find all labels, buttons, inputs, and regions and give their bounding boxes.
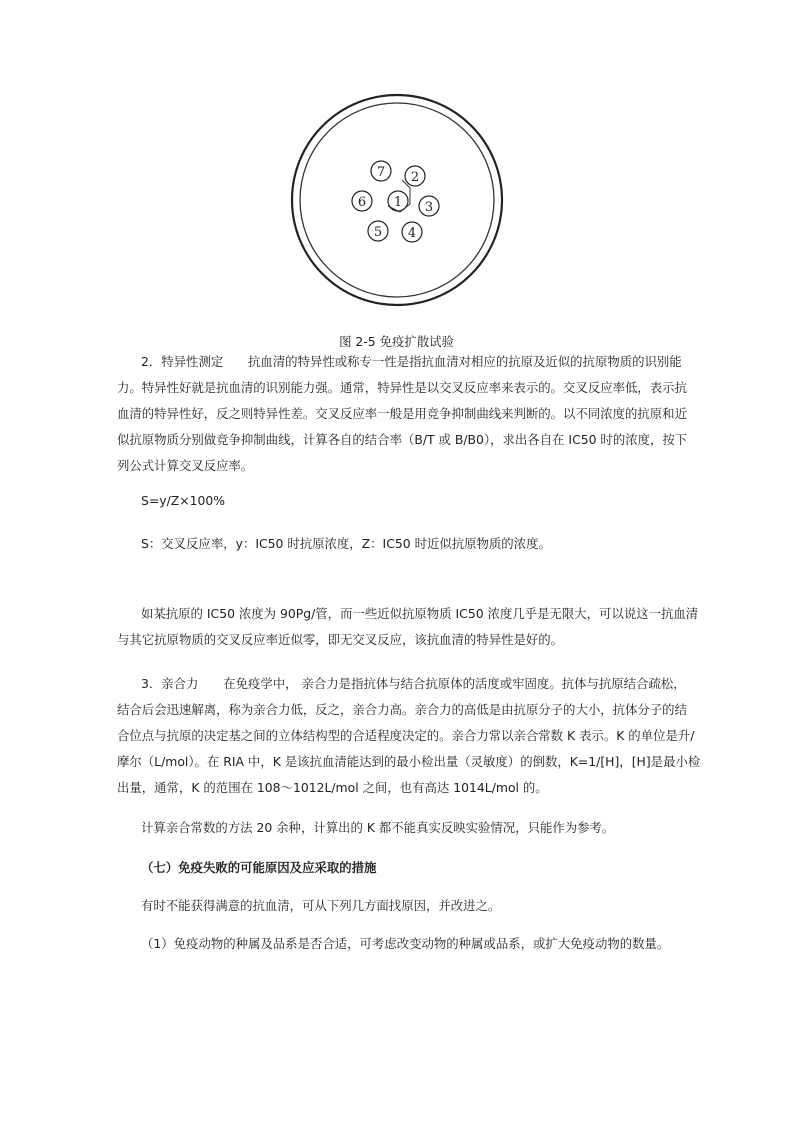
paragraph-line: 结合后会迅速解离，称为亲合力低，反之，亲合力高。亲合力的高低是由抗原分子的大小，抗体分子的结 bbox=[117, 702, 687, 717]
formula-legend: S：交叉反应率，y：IC50 时抗原浓度，Z：IC50 时近似抗原物质的浓度。 bbox=[141, 536, 551, 551]
well-label: 7 bbox=[376, 165, 386, 180]
paragraph-line: 合位点与抗原的决定基之间的立体结构型的合适程度决定的。亲合力常以亲合常数 K 表示。K 的单位是升/ bbox=[117, 728, 695, 743]
well-label: 1 bbox=[393, 195, 403, 210]
well-label: 3 bbox=[424, 200, 434, 215]
paragraph-line: 摩尔（L/mol）。在 RIA 中，K 是该抗血清能达到的最小检出量（灵敏度）的倒数，K=1/[H]，[H]是最小检 bbox=[117, 754, 701, 769]
paragraph-line: 有时不能获得满意的抗血清，可从下列几方面找原因，并改进之。 bbox=[141, 898, 501, 913]
formula: S=y/Z×100% bbox=[141, 493, 226, 508]
well-label: 6 bbox=[357, 195, 367, 210]
paragraph-line: 列公式计算交叉反应率。 bbox=[117, 458, 254, 473]
paragraph-line: 力。特异性好就是抗血清的识别能力强。通常，特异性是以交叉反应率来表示的。交叉反应率低，表示抗 bbox=[117, 380, 687, 395]
immunodiffusion-figure bbox=[290, 92, 505, 307]
paragraph-line: 似抗原物质分别做竞争抑制曲线，计算各自的结合率（B/T 或 B/B0），求出各自在 IC50 时的浓度，按下 bbox=[117, 432, 688, 447]
well-label: 4 bbox=[407, 226, 417, 241]
well-label: 5 bbox=[373, 225, 383, 240]
well-label: 2 bbox=[410, 170, 420, 185]
list-item: （1）免疫动物的种属及品系是否合适，可考虑改变动物的种属或品系，或扩大免疫动物的数量。 bbox=[141, 936, 670, 951]
paragraph-line: 3．亲合力 在免疫学中， 亲合力是指抗体与结合抗原体的活度或牢固度。抗体与抗原结合疏松， bbox=[141, 676, 686, 691]
paragraph-line: 与其它抗原物质的交叉反应率近似零，即无交叉反应，该抗血清的特异性是好的。 bbox=[117, 632, 564, 647]
paragraph-line: 计算亲合常数的方法 20 余种，计算出的 K 都不能真实反映实验情况，只能作为参考。 bbox=[141, 820, 615, 835]
section-heading: （七）免疫失败的可能原因及应采取的措施 bbox=[141, 860, 377, 875]
paragraph-line: 2．特异性测定 抗血清的特异性或称专一性是指抗血清对相应的抗原及近似的抗原物质的识别能 bbox=[141, 354, 682, 369]
paragraph-line: 出量，通常，K 的范围在 108～1012L/mol 之间，也有高达 1014L/mol 的。 bbox=[117, 780, 548, 795]
paragraph-line: 血清的特异性好，反之则特异性差。交叉反应率一般是用竞争抑制曲线来判断的。以不同浓度的抗原和近 bbox=[117, 406, 687, 421]
paragraph-line: 如某抗原的 IC50 浓度为 90Pg/管，而一些近似抗原物质 IC50 浓度几乎是无限大，可以说这一抗血清 bbox=[141, 606, 699, 621]
figure-caption: 图 2-5 免疫扩散试验 bbox=[339, 334, 454, 349]
